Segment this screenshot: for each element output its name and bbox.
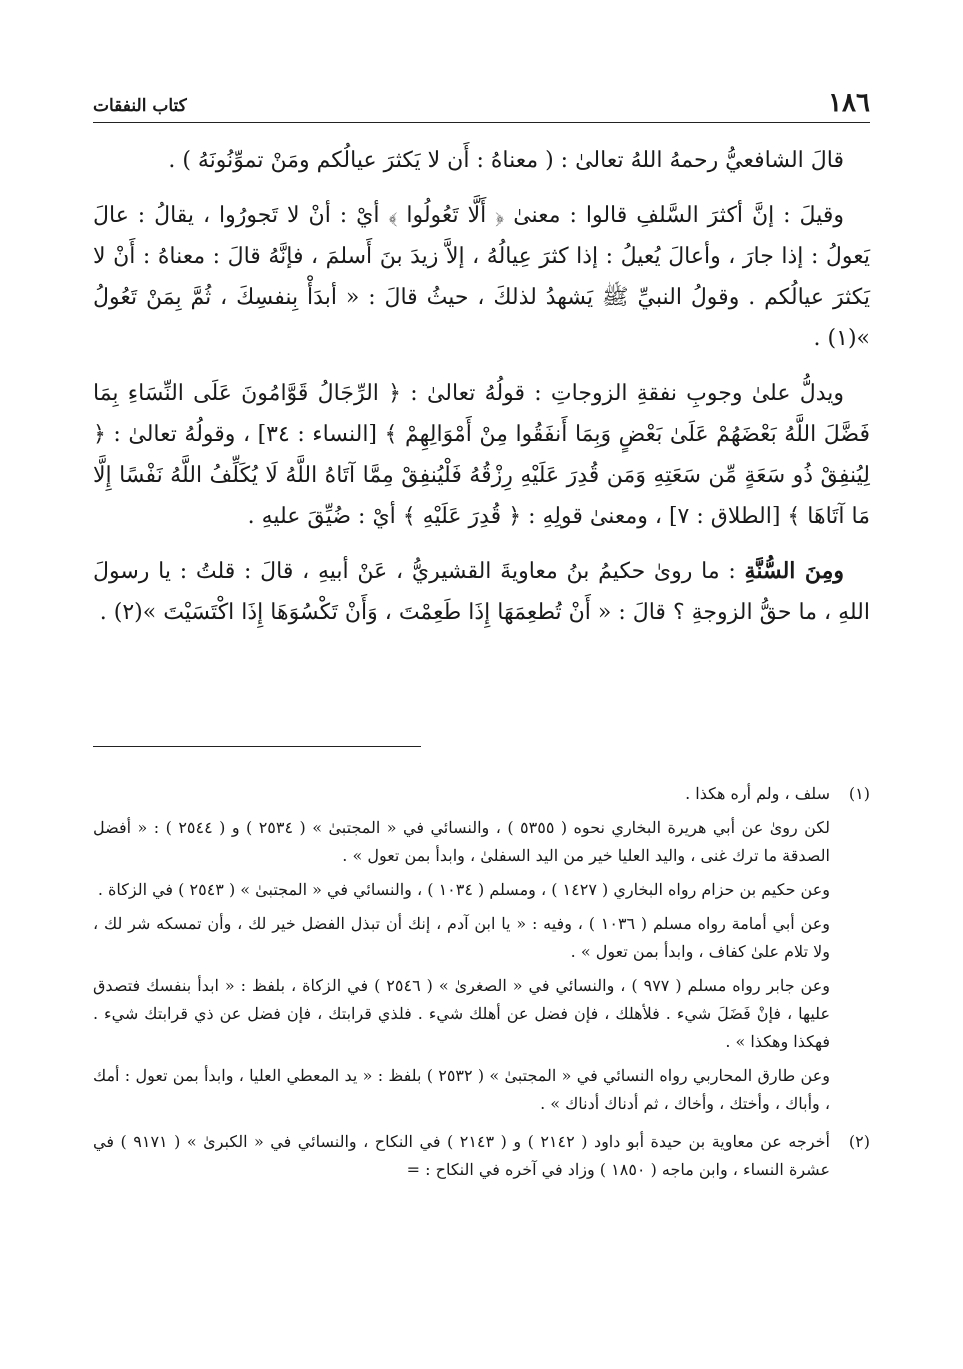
paragraph-3: ويدلُّ علىٰ وجوبِ نفقةِ الزوجاتِ : قولُهُ تعالىٰ : ﴿ الرِّجَالُ قَوَّامُونَ عَلَى النِّسَاءِ بِمَا فَضَّلَ اللَّهُ بَعْضَهُمْ عَلَىٰ بَعْضٍ وَبِمَا أَنفَقُوا مِنْ أَمْوَالِهِمْ ﴾ [النساء : ٣٤] ، وقولُهُ تعالىٰ : ﴿ لِيُنفِقْ ذُو سَعَةٍ مِّن سَعَتِهِ وَمَن قُدِرَ عَلَيْهِ رِزْقُهُ فَلْيُنفِقْ مِمَّا آتَاهُ اللَّهُ لَا يُكَلِّفُ اللَّهُ نَفْسًا إِلَّا مَا آتَاهَا ﴾ [الطلاق : ٧] ، ومعنىٰ قولِهِ : ﴿ قُدِرَ عَلَيْهِ ﴾ أيْ : ضُيِّقَ عليهِ . [93, 381, 870, 529]
footnote-2 [93, 1128, 870, 1190]
paragraph-4 [93, 551, 870, 633]
footnote-paragraph: وعن طارق المحاربي رواه النسائي في « المجتبىٰ » ( ٢٥٣٢ ) بلفظ : « يد المعطي العليا ، وابدأ بمن تعول : أمك ، وأباك ، وأختك ، وأخاك ، ثم أدناك أدناك » . [93, 1066, 830, 1113]
footnote-number: (١) [848, 784, 870, 803]
section-lead: ومِنَ السُّنَّةِ [744, 558, 844, 584]
footnote-paragraph: أخرجه عن معاوية بن حيدة أبو داود ( ٢١٤٢ ) و ( ٢١٤٣ ) في النكاح ، والنسائي في « الكبرىٰ » ( ٩١٧١ ) في عشرة النساء ، وابن ماجه ( ١٨٥٠ ) وزاد في آخره في النكاح : = [93, 1132, 830, 1179]
footnote-body [93, 780, 830, 1124]
footnotes [93, 780, 870, 1194]
footnote-paragraph: وعن حكيم بن حزام رواه البخاري ( ١٤٢٧ ) ، ومسلم ( ١٠٣٤ ) ، والنسائي في « المجتبىٰ » ( ٢٥٤٣ ) في الزكاة . [97, 880, 830, 899]
paragraph-4-body: : ما روىٰ حكيمُ بنُ معاويةَ القشيريُّ ، عَنْ أبيهِ ، قالَ : قلتُ : يا رسولَ اللهِ ، ما حقُّ الزوجةِ ؟ قالَ : « أَنْ تُطعِمَهَا إِذَا طَعِمْتَ ، وَأَنْ تَكْسُوَهَا إِذَا اكْتَسَيْتَ »(٢) . [93, 559, 870, 625]
page-number: ١٨٦ [828, 88, 870, 118]
paragraph-2: وقيلَ : إنَّ أكثرَ السَّلفِ قالوا : معنىٰ ﴿ أَلَّا تَعُولُوا ﴾ أيْ : أنْ لا تَجورُوا ، يقالُ : عالَ يَعولُ : إذا جارَ ، وأعالَ يُعيلُ : إذا كثرَ عِيالُهُ ، إلاَّ زيدَ بنَ أَسلمَ ، فإنَّهُ قالَ : معناهُ : أَنْ لا يَكثرَ عيالُكم . وقولُ النبيِّ ﷺ يَشهدُ لذلكَ ، حيثُ قالَ : « أبدَأْ بِنفسِكَ ، ثُمَّ بِمَنْ تَعُولُ »(١) . [93, 203, 870, 351]
paragraph-1: قالَ الشافعيُّ رحمهُ اللهُ تعالىٰ : ( معناهُ : أَن لا يَكثرَ عيالُكم ومَنْ تموِّنُونَهُ ) . [168, 148, 844, 173]
footnote-paragraph: لكن روىٰ عن أبي هريرة البخاري نحوه ( ٥٣٥٥ ) ، والنسائي في « المجتبىٰ » ( ٢٥٣٤ ) و ( ٢٥٤٤ ) : « أفضل الصدقة ما ترك غنى ، واليد العليا خير من اليد السفلىٰ ، وابدأ بمن تعول » . [93, 818, 831, 865]
footnote-body [93, 1128, 830, 1190]
footnote-number: (٢) [848, 1132, 870, 1151]
main-text [93, 140, 870, 647]
footnote-paragraph: سلف ، ولم أره هكذا . [685, 784, 830, 803]
running-title: كتاب النفقات [93, 96, 187, 116]
page-header [93, 84, 870, 123]
footnote-separator [93, 746, 421, 747]
footnote-paragraph: وعن جابر رواه مسلم ( ٩٧٧ ) ، والنسائي في « الصغرىٰ » ( ٢٥٤٦ ) في الزكاة ، بلفظ : « ابدأ بنفسك فتصدق عليها ، فإنْ فَضَلَ شيء . فلأهلك ، فإن فضل عن أهلك شيء . فلذي قرابتك ، فإن فضل عن ذي قرابتك شيء . فهكذا وهكذا » . [93, 976, 830, 1051]
footnote-paragraph: وعن أبي أمامة رواه مسلم ( ١٠٣٦ ) ، وفيه : « يا ابن آدم ، إنك أن تبذل الفضل خير لك ، وأن تمسكه شر لك ، ولا تلام علىٰ كفاف ، وابدأ بمن تعول » . [93, 914, 830, 961]
footnote-1 [93, 780, 870, 1124]
